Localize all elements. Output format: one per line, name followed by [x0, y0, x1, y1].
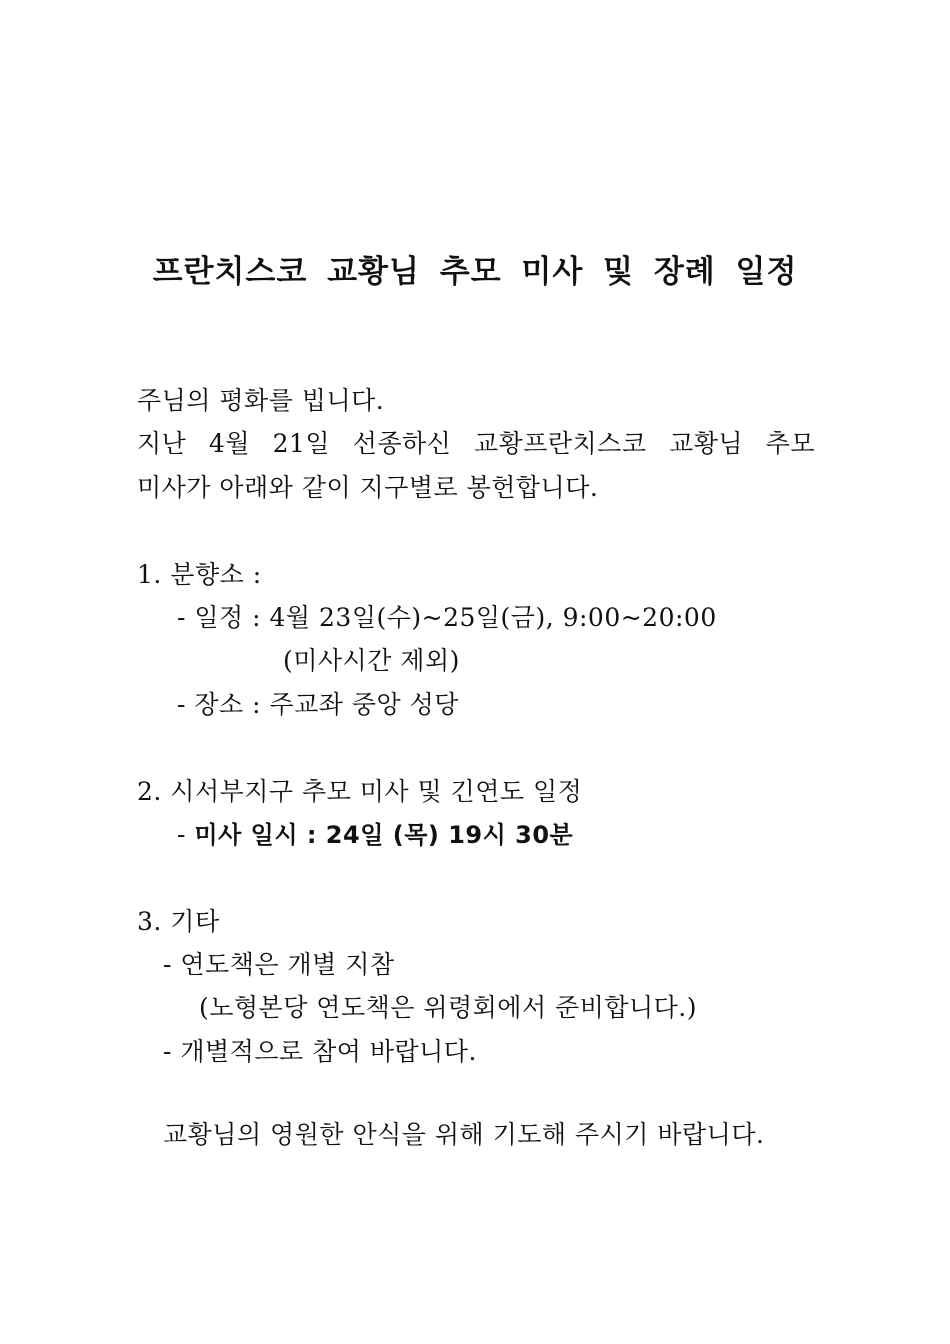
- section-1-schedule-note: (미사시간 제외): [283, 646, 460, 675]
- section-3-heading: 3. 기타: [137, 907, 220, 936]
- intro-line-2: 미사가 아래와 같이 지구별로 봉헌합니다.: [137, 473, 599, 502]
- greeting: 주님의 평화를 빕니다.: [137, 386, 385, 415]
- section-2-mass-time-line: [177, 818, 573, 852]
- section-3-item-1: - 연도책은 개별 지참: [163, 950, 395, 979]
- section-1-schedule: - 일정 : 4월 23일(수)~25일(금), 9:00~20:00: [177, 603, 717, 632]
- section-1-heading: 1. 분향소 :: [137, 560, 262, 589]
- intro-line-1: 지난 4월 21일 선종하신 교황프란치스코 교황님 추모: [137, 429, 815, 458]
- mass-time: 미사 일시 : 24일 (목) 19시 30분: [194, 821, 574, 849]
- section-3-item-2: - 개별적으로 참여 바랍니다.: [163, 1037, 477, 1066]
- section-3-item-1-note: (노형본당 연도책은 위령회에서 준비합니다.): [199, 993, 697, 1022]
- dash-marker: -: [177, 820, 195, 849]
- document-title: 프란치스코 교황님 추모 미사 및 장례 일정: [152, 254, 798, 290]
- closing-line: 교황님의 영원한 안식을 위해 기도해 주시기 바랍니다.: [163, 1120, 765, 1149]
- section-1-place: - 장소 : 주교좌 중앙 성당: [177, 690, 459, 719]
- section-2-heading: 2. 시서부지구 추모 미사 및 긴연도 일정: [137, 777, 583, 806]
